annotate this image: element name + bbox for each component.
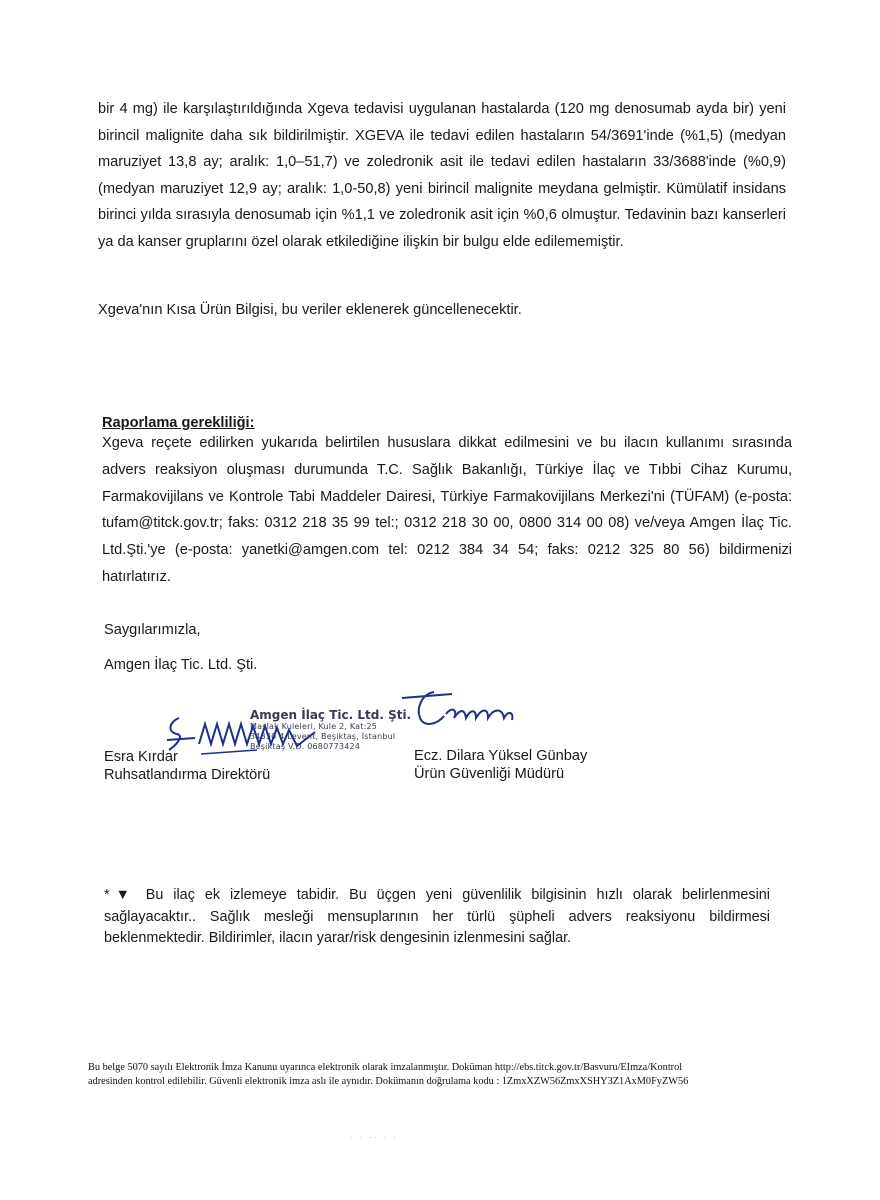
signature-right <box>392 686 522 736</box>
stamp-line-1: Maslak Kuleleri, Kule 2, Kat:25 <box>250 722 378 731</box>
body-paragraph-1: bir 4 mg) ile karşılaştırıldığında Xgeva tedavisi uygulanan hastalarda (120 mg denosumab ayda bir) yeni birincil malignite daha sık bildirilmiştir. XGEVA ile tedavi edilen hastaların 54/3691'inde (%1,5) (medyan maruziyet 13,8 ay; aralık: 1,0–51,7) ve zoledronik asit ile tedavi edilen hastaların 33/3688'inde (%0,9) (medyan maruziyet 12,9 ay; aralık: 1,0-50,8) yeni birincil malignite meydana gelmiştir. Kümülatif insidans birinci yılda sırasıyla denosumab için %1,1 ve zoledronik asit için %0,6 olmuştur. Tedavinin bazı kanserleri ya da kanser gruplarını özel olarak etkilediğine ilişkin bir bulgu elde edilememiştir. <box>98 101 786 250</box>
stamp-line-2: 34330 4.Levent, Beşiktaş, İstanbul <box>250 732 396 741</box>
additional-monitoring-note: *▼ Bu ilaç ek izlemeye tabidir. Bu üçgen yeni güvenlilik bilgisinin hızlı olarak belirlenmesini sağlayacaktır.. Sağlık mesleği mensuplarının her türlü şüpheli advers reaksiyonu bildirmesi beklenmektedir. Bildirimler, ilacın yarar/risk dengesinin izlenmesini sağlar. <box>104 887 770 946</box>
signatory-left <box>104 748 270 784</box>
closing-regards: Saygılarımızla, <box>104 622 201 638</box>
signatory-title: Ürün Güvenliği Müdürü <box>414 766 565 782</box>
stamp-line-3: Beşiktaş V.D. 0680773424 <box>250 742 361 751</box>
scan-noise-marks: · · ·· · · <box>350 1132 398 1142</box>
reporting-title: Raporlama gerekliliği: <box>102 415 255 431</box>
signatory-name: Ecz. Dilara Yüksel Günbay <box>414 748 588 764</box>
signatory-right <box>414 747 587 783</box>
closing-company: Amgen İlaç Tic. Ltd. Şti. <box>104 657 258 673</box>
footer-line-1: Bu belge 5070 sayılı Elektronik İmza Kanunu uyarınca elektronik olarak imzalanmıştır. Doküman http://ebs.titck.gov.tr/Basvuru/EImza/Kontrol <box>88 1062 683 1073</box>
footer-line-2: adresinden kontrol edilebilir. Güvenli elektronik imza aslı ile aynıdır. Dokümanın doğrulama kodu : 1ZmxXZW56ZmxXSHY3Z1AxM0FyZW56 <box>88 1076 689 1087</box>
stamp-name: Amgen İlaç Tic. Ltd. Şti. <box>250 708 412 722</box>
reporting-text: Xgeva reçete edilirken yukarıda belirtilen hususlara dikkat edilmesini ve bu ilacın kullanımı sırasında advers reaksiyon oluşması durumunda T.C. Sağlık Bakanlığı, Türkiye İlaç ve Tıbbi Cihaz Kurumu, Farmakovijilans ve Kontrole Tabi Maddeler Dairesi, Türkiye Farmakovijilans Merkezi'ni (TÜFAM) (e-posta: tufam@titck.gov.tr; faks: 0312 218 35 99 tel:; 0312 218 30 00, 0800 314 00 08) ve/veya Amgen İlaç Tic. Ltd.Şti.'ye (e-posta: yanetki@amgen.com tel: 0212 384 34 54; faks: 0212 325 80 56) bildirmenizi hatırlatırız. <box>102 435 792 585</box>
body-paragraph-2: Xgeva'nın Kısa Ürün Bilgisi, bu veriler eklenerek güncellenecektir. <box>98 302 522 318</box>
signatory-name: Esra Kırdar <box>104 749 178 765</box>
signatory-title: Ruhsatlandırma Direktörü <box>104 767 271 783</box>
e-signature-footer <box>88 1061 788 1089</box>
